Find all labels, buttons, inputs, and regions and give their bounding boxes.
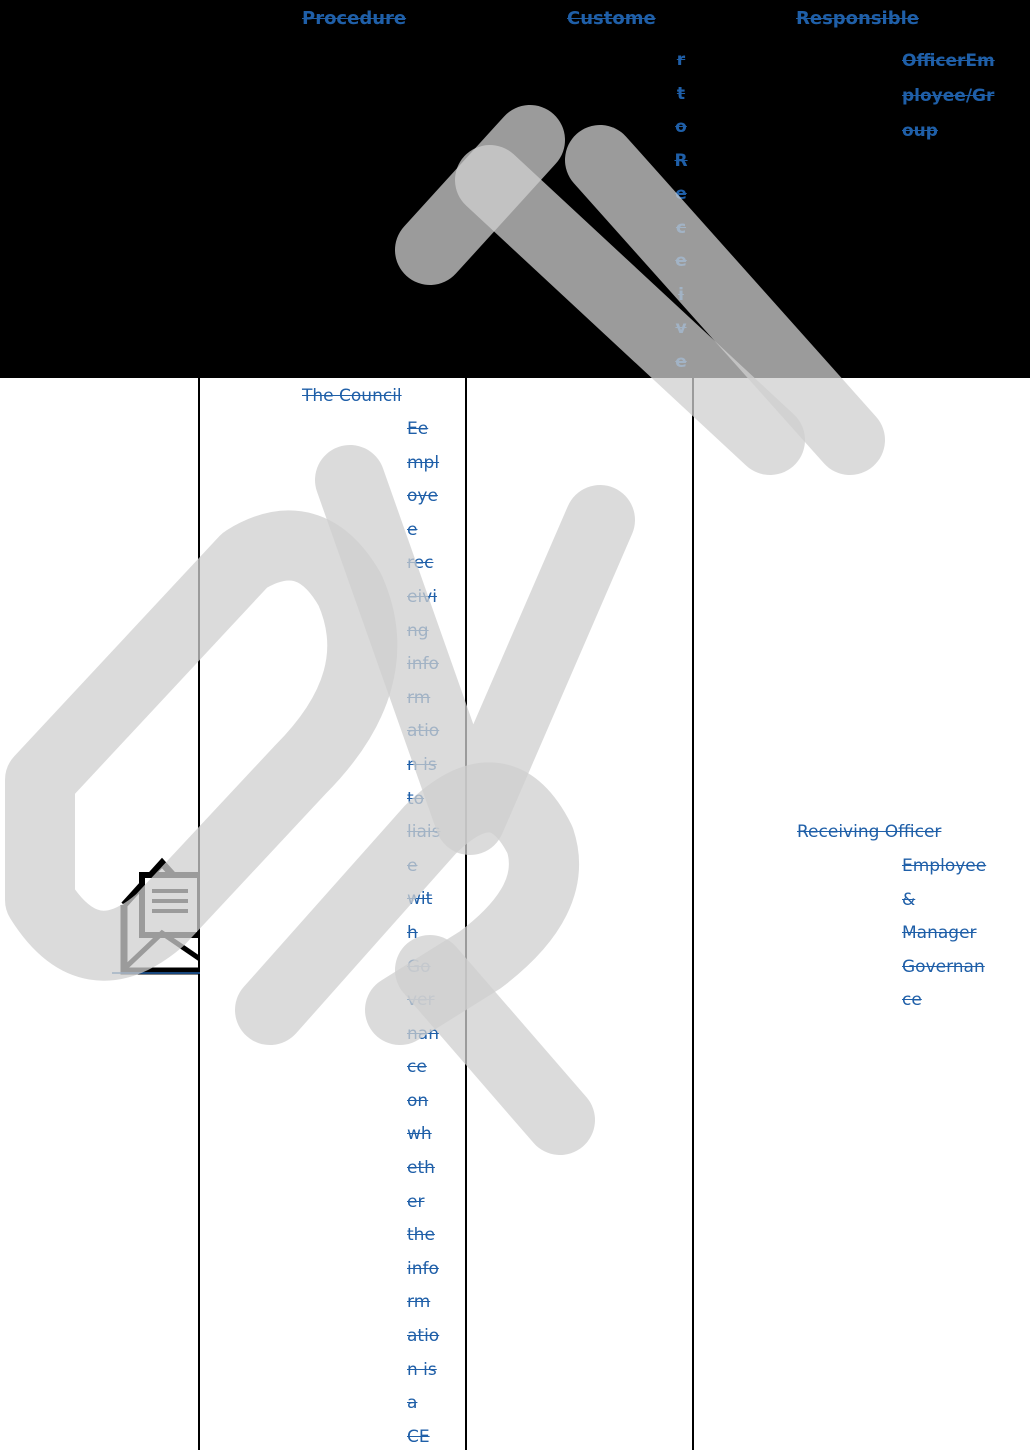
responsible-wrapped-text: Employee & Manager Governan ce xyxy=(902,856,987,1011)
responsible-header: Responsible xyxy=(796,8,919,29)
procedure-wrapped-text: Ee mpl oye e rec eivi ng info rm atio n is to liais e wit h Go ver nan ce on wh eth er the info rm atio n is a CE xyxy=(407,419,441,1447)
procedure-cell xyxy=(302,380,402,414)
responsible-header-wrap: OfficerEm ployee/Gr oup xyxy=(902,51,995,141)
responsible-first-line: Receiving Officer xyxy=(797,822,942,842)
customer-header-wrap: r t o R e c e i v e xyxy=(674,50,688,372)
procedure-header: Procedure xyxy=(302,8,407,29)
envelope-icon xyxy=(112,855,200,975)
column-divider-3 xyxy=(692,378,694,1450)
column-divider-2 xyxy=(465,378,467,1450)
procedure-first-line: The Council xyxy=(302,386,402,406)
table-header xyxy=(0,0,1030,378)
responsible-cell xyxy=(797,816,941,850)
customer-header: Custome xyxy=(567,8,656,29)
